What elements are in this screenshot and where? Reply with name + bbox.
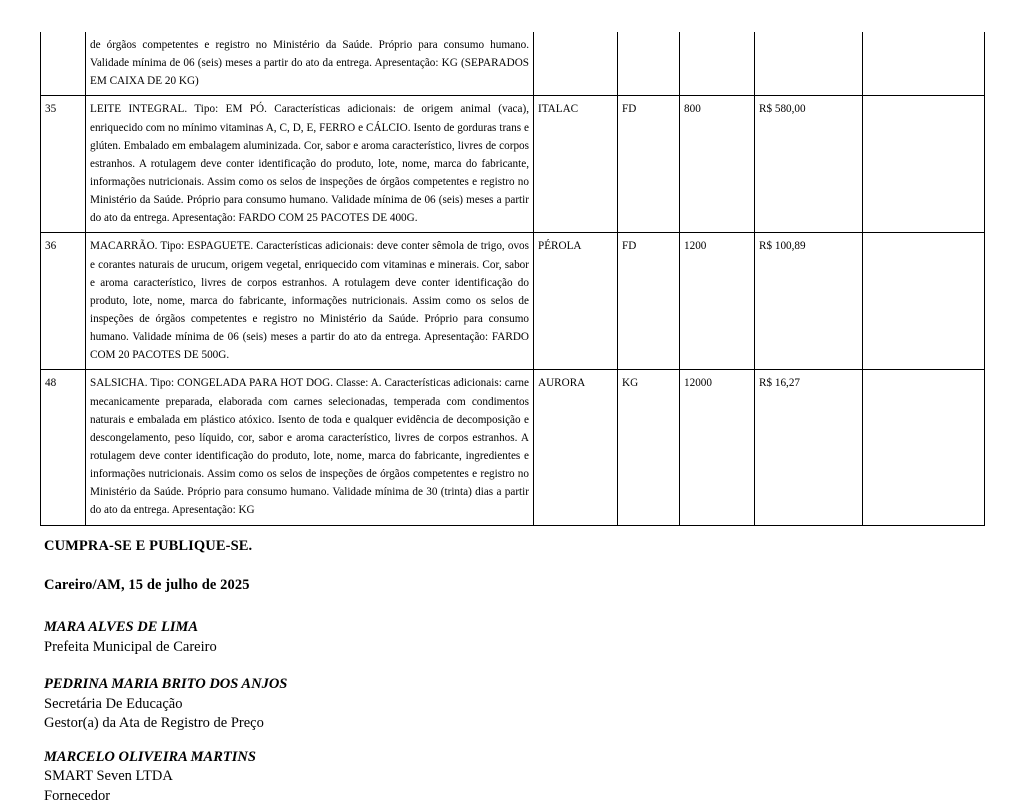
cell-brand: AURORA [534,370,618,525]
cell-item: 35 [41,96,86,233]
cell-unit: KG [618,370,680,525]
signatory-block [44,618,944,657]
cell-item: 48 [41,370,86,525]
cell-extra [863,96,985,233]
cell-description: LEITE INTEGRAL. Tipo: EM PÓ. Características adicionais: de origem animal (vaca), enriquecido com no mínimo vitaminas A, C, D, E, FERRO e CÁLCIO. Isento de gorduras trans e glúten. Embalado em embalagem aluminizada. Cor, sabor e aroma característico, livres de corpos estranhos. A rotulagem deve conter identificação do produto, lote, nome, marca do fabricante, informações nutricionais. Assim como os selos de inspeções de órgãos competentes e registro no Ministério da Saúde. Próprio para consumo humano. Validade mínima de 06 (seis) meses a partir do ato da entrega. Apresentação: FARDO COM 25 PACOTES DE 400G. [86,96,534,233]
cell-extra [863,370,985,525]
cell-quantity [680,32,755,96]
closing-block [44,538,944,807]
cell-extra [863,32,985,96]
table-row [41,96,985,233]
cell-item [41,32,86,96]
cell-brand: PÉROLA [534,233,618,370]
cell-quantity: 800 [680,96,755,233]
cell-value: R$ 100,89 [755,233,863,370]
items-table [40,32,985,526]
publish-line: CUMPRA-SE E PUBLIQUE-SE. [44,538,253,554]
signatory-role: Secretária De Educação [44,695,183,712]
table-row [41,32,985,96]
cell-unit: FD [618,96,680,233]
cell-brand [534,32,618,96]
cell-quantity: 12000 [680,370,755,525]
signatory-name: MARA ALVES DE LIMA [44,619,199,635]
place-date-line: Careiro/AM, 15 de julho de 2025 [44,577,250,593]
table-row [41,370,985,525]
signatory-role: Gestor(a) da Ata de Registro de Preço [44,715,264,732]
cell-item: 36 [41,233,86,370]
cell-description: MACARRÃO. Tipo: ESPAGUETE. Características adicionais: deve conter sêmola de trigo, ovos e corantes naturais de urucum, origem vegetal, enriquecido com vitaminas e minerais. Cor, sabor e aroma característico, livres de corpos estranhos. A rotulagem deve conter identificação do produto, lote, nome, marca do fabricante, informações nutricionais. Assim como os selos de inspeções de órgãos competentes e registro no Ministério da Saúde. Próprio para consumo humano. Validade mínima de 06 (seis) meses a partir do ato da entrega. Apresentação: FARDO COM 20 PACOTES DE 500G. [86,233,534,370]
signatory-role: SMART Seven LTDA [44,768,173,785]
signatory-name: PEDRINA MARIA BRITO DOS ANJOS [44,676,288,693]
signatory-block [44,675,944,734]
signatory-role: Prefeita Municipal de Careiro [44,638,217,655]
cell-quantity: 1200 [680,233,755,370]
signatory-block [44,748,944,807]
cell-description: SALSICHA. Tipo: CONGELADA PARA HOT DOG. Classe: A. Características adicionais: carne mecanicamente preparada, elaborada com carnes selecionadas, temperada com condimentos naturais e embalada em plástico atóxico. Isento de toda e qualquer evidência de decomposição e descongelamento, peso líquido, cor, sabor e aroma característico, livres de corpos estranhos. A rotulagem deve conter identificação do produto, lote, nome, marca do fabricante, ingredientes e informações nutricionais. Assim como os selos de inspeções de órgãos competentes e registro no Ministério da Saúde. Próprio para consumo humano. Validade mínima de 30 (trinta) dias a partir do ato da entrega. Apresentação: KG [86,370,534,525]
signatory-name: MARCELO OLIVEIRA MARTINS [44,748,256,765]
cell-value: R$ 16,27 [755,370,863,525]
signatory-role: Fornecedor [44,787,111,804]
cell-value: R$ 580,00 [755,96,863,233]
cell-extra [863,233,985,370]
table-row [41,233,985,370]
cell-unit: FD [618,233,680,370]
cell-unit [618,32,680,96]
cell-description: de órgãos competentes e registro no Ministério da Saúde. Próprio para consumo humano. Validade mínima de 06 (seis) meses a partir do ato da entrega. Apresentação: KG (SEPARADOS EM CAIXA DE 20 KG) [86,32,534,96]
cell-brand: ITALAC [534,96,618,233]
cell-value [755,32,863,96]
